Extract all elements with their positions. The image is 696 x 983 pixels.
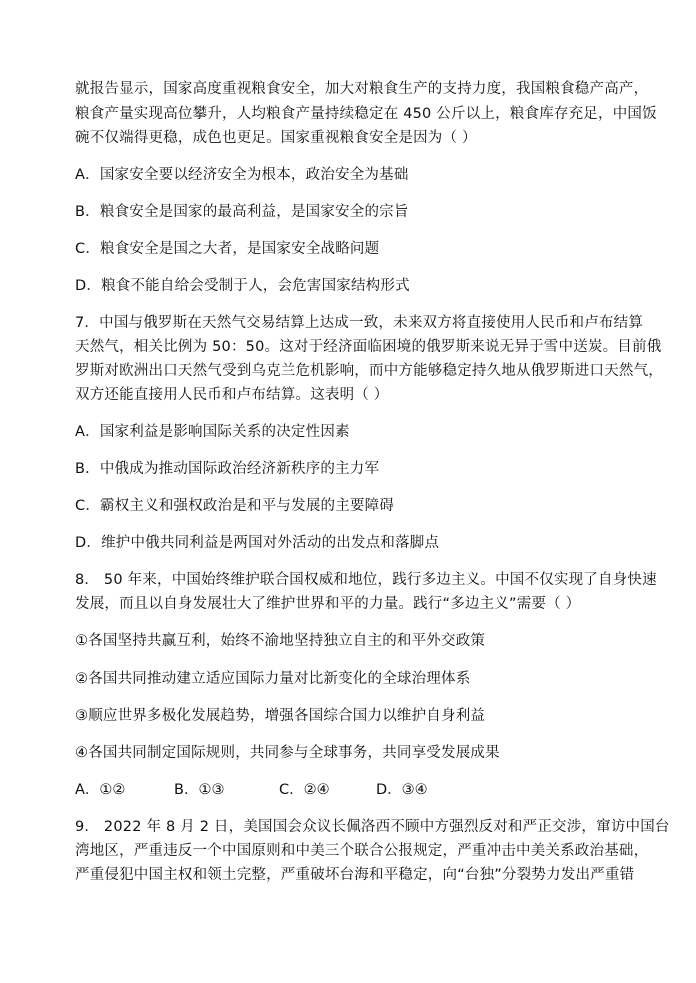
q8-stem-line-2: 发展，而且以自身发展壮大了维护世界和平的力量。践行“多边主义”需要（ ） [75,596,581,612]
q8-option-d: D．③④ [376,782,428,798]
q7-stem-line-1: 7．中国与俄罗斯在天然气交易结算上达成一致，未来双方将直接使用人民币和卢布结算 [75,315,644,331]
q7-option-b: B．中俄成为推动国际政治经济新秩序的主力军 [75,461,380,477]
q7-option-a: A．国家利益是影响国际关系的决定性因素 [75,424,350,440]
q8-statement-3: ③顺应世界多极化发展趋势，增强各国综合国力以维护自身利益 [75,708,486,724]
q6-stem-line-3: 碗不仅端得更稳，成色也更足。国家重视粮食安全是因为（ ） [75,130,477,146]
q7-stem-line-3: 罗斯对欧洲出口天然气受到乌克兰危机影响，而中方能够稳定持久地从俄罗斯进口天然气， [75,363,663,379]
q7-stem-line-2: 天然气，相关比例为 50：50。这对于经济面临困境的俄罗斯来说无异于雪中送炭。目前俄 [75,339,662,355]
q6-option-b: B．粮食安全是国家的最高利益，是国家安全的宗旨 [75,204,409,220]
q6-option-a: A．国家安全要以经济安全为根本，政治安全为基础 [75,167,409,183]
q9-stem-line-3: 严重侵犯中国主权和领土完整，严重破坏台海和平稳定，向“台独”分裂势力发出严重错 [75,867,635,883]
q8-statement-2: ②各国共同推动建立适应国际力量对比新变化的全球治理体系 [75,671,471,687]
q8-statement-4: ④各国共同制定国际规则，共同参与全球事务，共同享受发展成果 [75,745,500,761]
q8-option-c: C．②④ [279,782,330,798]
q6-stem-line-2: 粮食产量实现高位攀升，人均粮食产量持续稳定在 450 公斤以上，粮食库存充足，中国饭 [75,106,657,122]
q8-option-a: A．①② [75,782,126,798]
q6-option-c: C．粮食安全是国之大者，是国家安全战略问题 [75,241,380,257]
q9-stem-line-1: 9． 2022 年 8 月 2 日，美国国会众议长佩洛西不顾中方强烈反对和严正交涉，窜访中国台 [75,819,670,835]
q7-option-c: C．霸权主义和强权政治是和平与发展的主要障碍 [75,498,395,514]
q8-stem-line-1: 8． 50 年来，中国始终维护联合国权威和地位，践行多边主义。中国不仅实现了自身快速 [75,572,657,588]
q6-stem-line-1: 就报告显示，国家高度重视粮食安全，加大对粮食生产的支持力度，我国粮食稳产高产， [75,81,649,97]
q8-statement-1: ①各国坚持共赢互利，始终不渝地坚持独立自主的和平外交政策 [75,633,486,649]
q6-option-d: D．粮食不能自给会受制于人，会危害国家结构形式 [75,278,410,294]
q9-stem-line-2: 湾地区，严重违反一个中国原则和中美三个联合公报规定，严重冲击中美关系政治基础， [75,843,649,859]
q8-options-row [75,779,428,801]
q7-stem-line-4: 双方还能直接用人民币和卢布结算。这表明（ ） [75,387,389,403]
q8-option-b: B．①③ [174,782,225,798]
q7-option-d: D．维护中俄共同利益是两国对外活动的出发点和落脚点 [75,535,440,551]
